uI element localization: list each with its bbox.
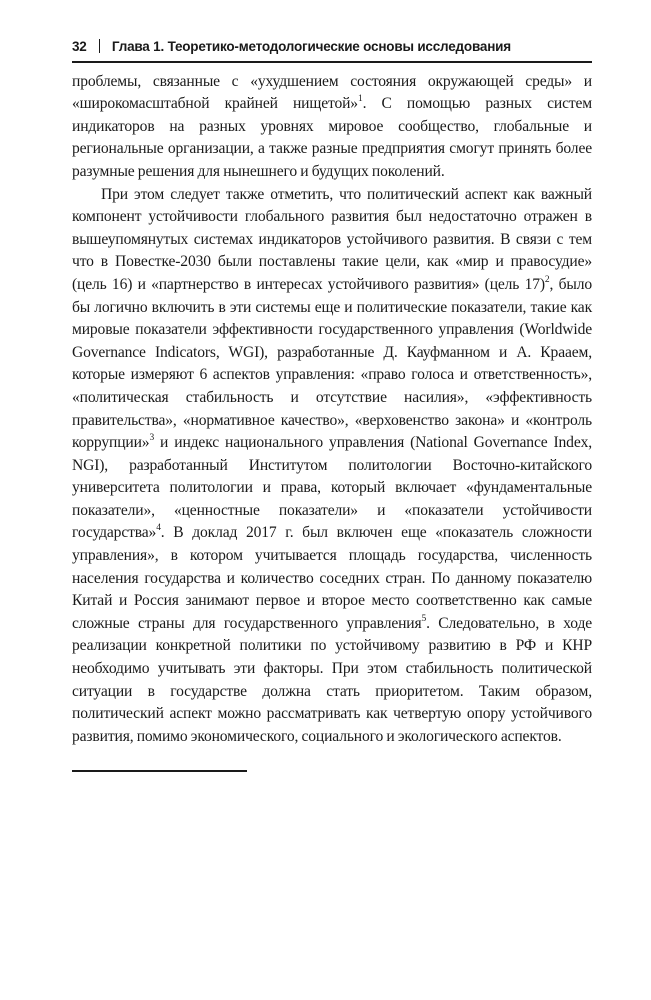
body-text xyxy=(72,71,592,749)
footnote-ref: 3 xyxy=(149,432,155,443)
text-run: . Следовательно, в ходе реализации конкретной политики по устойчивому развитию в РФ и КНР необходимо учитывать эти факторы. При этом стабильность политической ситуации в государстве должна стать приоритетом. Таким образом, политический аспект можно рассматривать как четвертую опору устойчивого развития, помимо экономического, социального и экологического аспектов. xyxy=(72,614,592,745)
footnote-separator xyxy=(72,770,247,771)
paragraph xyxy=(72,184,592,749)
chapter-title: Глава 1. Теоретико-методологические основы исследования xyxy=(111,38,511,54)
text-run: . С помощью разных систем индикаторов на разных уровнях мировое сообщество, глобальные и региональные организации, а также разные предприятия смогут принять более разумные решения для нынешнего и будущих поколений. xyxy=(72,95,592,180)
footnote-ref: 1 xyxy=(357,94,363,104)
page-number: 32 xyxy=(72,38,87,54)
footnote-ref: 2 xyxy=(544,274,550,285)
header-rule xyxy=(72,61,592,63)
paragraph xyxy=(72,71,592,184)
book-page xyxy=(72,36,592,772)
text-run: и индекс национального управления (National Governance Index, NGI), разработанный Институтом политологии Восточно-китайского университета политологии и права, который включает «фундаментальные показатели», «ценностные показатели» и «показатели устойчивости государства» xyxy=(72,434,592,542)
text-run: проблемы, связанные с «ухудшением состояния окружающей среды» и «широкомасштабной крайней нищетой» xyxy=(72,72,592,113)
footnote-ref: 5 xyxy=(421,613,427,624)
text-run: При этом следует также отметить, что политический аспект как важный компонент устойчивости глобального развития был недостаточно отражен в вышеупомянутых системах индикаторов устойчивого развития. В связи с тем что в Повестке-2030 были поставлены такие цели, как «мир и правосудие» (цель 16) и «партнерство в интересах устойчивого развития» (цель 17) xyxy=(72,185,592,293)
running-header xyxy=(72,36,592,56)
header-separator xyxy=(99,39,100,53)
footnote-ref: 4 xyxy=(156,523,161,534)
text-run: . В доклад 2017 г. был включен еще «показатель сложности управления», в котором учитывается площадь государства, численность населения государства и количество соседних стран. По данному показателю Китай и Россия занимают первое и второе место соответственно как самые сложные страны для государственного управления xyxy=(72,524,592,632)
text-run: , было бы логично включить в эти системы еще и политические показатели, такие как мировые показатели эффективности государственного управления (Worldwide Governance Indicators, WGI), разработанные Д. Кауфманном и А. Крааем, которые измеряют 6 аспектов управления: «право голоса и ответственность», «политическая стабильность и отсутствие насилия», «эффективность правительства», «нормативное качество», «верховенство закона» и «контроль коррупции» xyxy=(72,275,592,452)
